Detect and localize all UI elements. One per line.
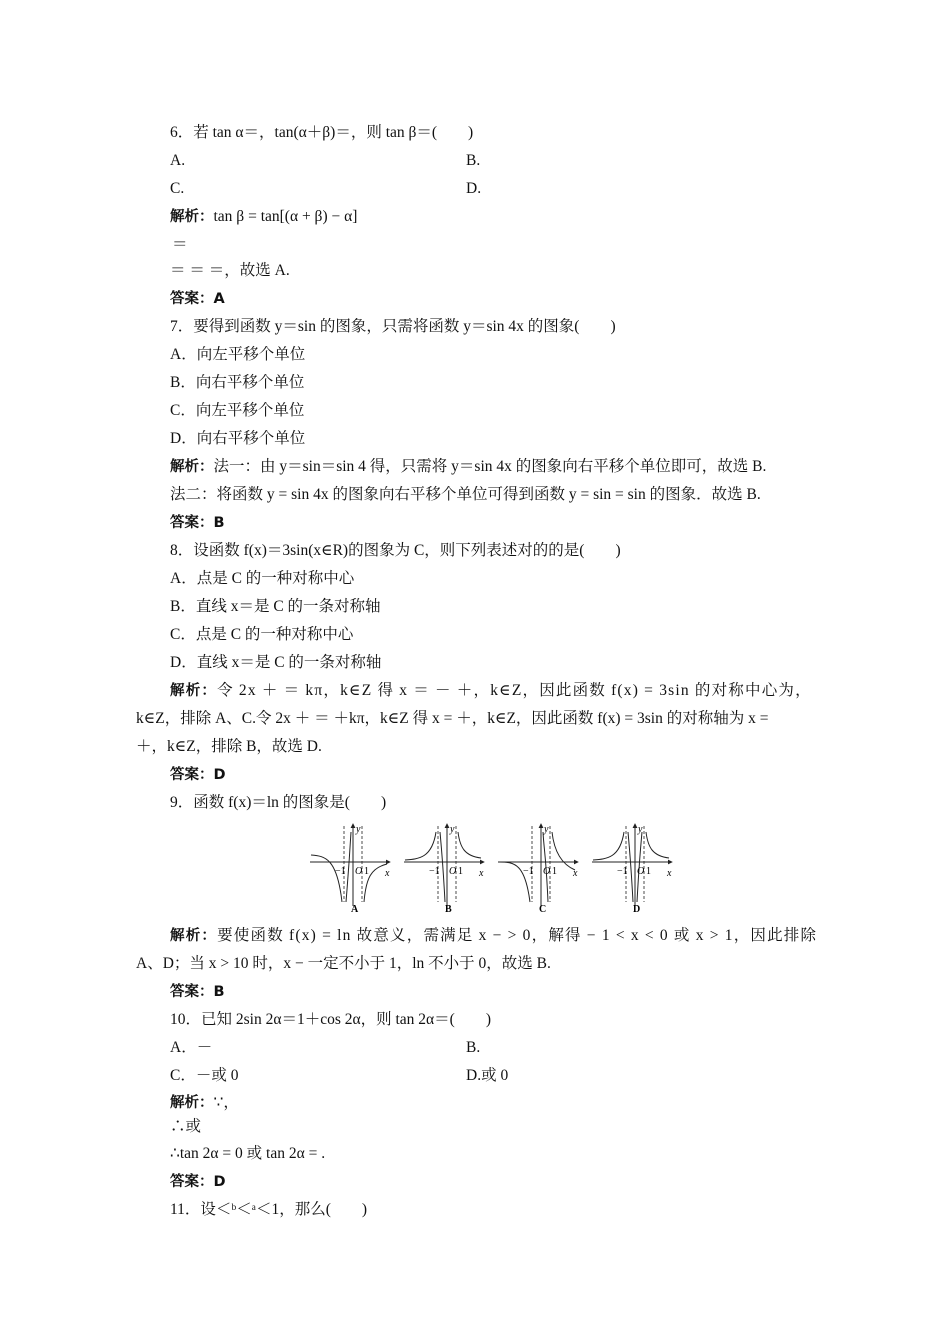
explanation-label: 解析： — [170, 459, 214, 475]
q9-stem: 9．函数 f(x)＝ln 的图象是( ) — [170, 794, 387, 811]
axis-x-label: x — [479, 868, 484, 879]
q10-option-a: A．－ — [170, 1039, 213, 1056]
q7-option-a: A．向左平移个单位 — [170, 346, 306, 363]
q6-option-b: B. — [466, 152, 481, 169]
q6-explanation — [170, 207, 357, 227]
q7-explanation-line-2: 法二：将函数 y = sin 4x 的图象向右平移个单位可得到函数 y = sin = sin 的图象．故选 B. — [170, 486, 761, 503]
explanation-label: 解析： — [170, 683, 218, 699]
tick-one: 1 — [552, 866, 557, 877]
graph-b-label: B — [445, 904, 452, 915]
axis-y-label: y — [356, 824, 361, 835]
q6-explanation-line-1: tan β = tan[(α + β) − α] — [213, 208, 358, 225]
q10-explanation-line-3: ∴tan 2α = 0 或 tan 2α = . — [170, 1145, 326, 1162]
q8-option-c: C．点是 C 的一种对称中心 — [170, 626, 354, 643]
graph-c-label: C — [539, 904, 547, 915]
graph-d-label: D — [633, 904, 641, 915]
q10-explanation — [170, 1093, 239, 1113]
axis-x-label: x — [667, 868, 672, 879]
q10-option-d: D.或 0 — [466, 1067, 509, 1084]
q7-option-d: D．向右平移个单位 — [170, 430, 306, 447]
q7-answer: 答案：B — [170, 515, 225, 531]
q6-stem: 6．若 tan α＝，tan(α＋β)＝，则 tan β＝( ) — [170, 124, 474, 141]
axis-x-label: x — [385, 868, 390, 879]
tick-neg-one: −1 — [335, 866, 346, 877]
q8-answer: 答案：D — [170, 767, 226, 783]
q8-option-a: A．点是 C 的一种对称中心 — [170, 570, 355, 587]
q11-stem: 11．设＜ᵇ＜ᵃ＜1，那么( ) — [170, 1201, 368, 1218]
q9-graph-options — [305, 818, 685, 918]
q8-option-d: D．直线 x＝是 C 的一条对称轴 — [170, 654, 382, 671]
q7-explanation — [170, 457, 766, 477]
explanation-label: 解析： — [170, 209, 214, 225]
origin-label: O — [637, 866, 645, 877]
q10-option-b: B. — [466, 1039, 481, 1056]
origin-label: O — [543, 866, 551, 877]
q6-option-a: A. — [170, 152, 186, 169]
explanation-label: 解析： — [170, 928, 218, 944]
q8-option-b: B．直线 x＝是 C 的一条对称轴 — [170, 598, 381, 615]
q7-option-b: B．向右平移个单位 — [170, 374, 305, 391]
q8-explanation-line-1: 令 2x ＋ ＝ kπ，k∈Z 得 x ＝ － ＋，k∈Z，因此函数 f(x) = 3sin 的对称中心为， — [217, 682, 812, 699]
tick-one: 1 — [458, 866, 463, 877]
q9-explanation-line-1: 要使函数 f(x) = ln 故意义，需满足 x − > 0，解得 − 1 < x < 0 或 x > 1，因此排除 — [217, 927, 818, 944]
tick-neg-one: −1 — [429, 866, 440, 877]
q7-option-c: C．向左平移个单位 — [170, 402, 305, 419]
q6-option-c: C. — [170, 180, 185, 197]
q10-explanation-line-1: ∵， — [213, 1094, 239, 1111]
graph-a-label: A — [351, 904, 359, 915]
q7-stem: 7．要得到函数 y＝sin 的图象，只需将函数 y＝sin 4x 的图象( ) — [170, 318, 616, 335]
q6-option-d: D. — [466, 180, 482, 197]
q7-explanation-line-1: 法一：由 y＝sin＝sin 4 得，只需将 y＝sin 4x 的图象向右平移个单位即可，故选 B. — [213, 458, 767, 475]
q9-answer: 答案：B — [170, 984, 225, 1000]
origin-label: O — [355, 866, 363, 877]
graph-c — [498, 824, 578, 915]
explanation-label: 解析： — [170, 1095, 214, 1111]
q10-stem: 10．已知 2sin 2α＝1＋cos 2α，则 tan 2α＝( ) — [170, 1011, 491, 1028]
graph-b — [404, 824, 484, 915]
q9-explanation-line-2: A、D；当 x > 10 时，x − 一定不小于 1，ln 不小于 0，故选 B. — [136, 955, 551, 972]
q10-option-c: C．－或 0 — [170, 1067, 239, 1084]
q8-explanation — [170, 681, 812, 701]
q10-explanation-line-2: ∴或 — [170, 1118, 202, 1135]
origin-label: O — [449, 866, 457, 877]
graph-a — [310, 824, 390, 915]
tick-neg-one: −1 — [617, 866, 628, 877]
q9-explanation — [170, 926, 817, 946]
tick-neg-one: −1 — [523, 866, 534, 877]
q6-answer: 答案：A — [170, 291, 225, 307]
axis-y-label: y — [450, 824, 455, 835]
axis-y-label: y — [638, 824, 643, 835]
q6-explanation-line-3: ＝ ＝ ＝，故选 A. — [170, 262, 290, 279]
tick-one: 1 — [364, 866, 369, 877]
q8-explanation-line-2: k∈Z，排除 A、C.令 2x ＋ ＝ ＋kπ，k∈Z 得 x = ＋，k∈Z，因此函数 f(x) = 3sin 的对称轴为 x = — [136, 710, 769, 727]
q8-stem: 8．设函数 f(x)＝3sin(x∈R)的图象为 C，则下列表述对的的是( ) — [170, 542, 621, 559]
tick-one: 1 — [646, 866, 651, 877]
graph-d — [592, 824, 672, 915]
axis-x-label: x — [573, 868, 578, 879]
axis-y-label: y — [544, 824, 549, 835]
q6-explanation-line-2: ＝ — [172, 236, 188, 253]
q10-answer: 答案：D — [170, 1174, 226, 1190]
q8-explanation-line-3: ＋，k∈Z，排除 B，故选 D. — [136, 738, 322, 755]
